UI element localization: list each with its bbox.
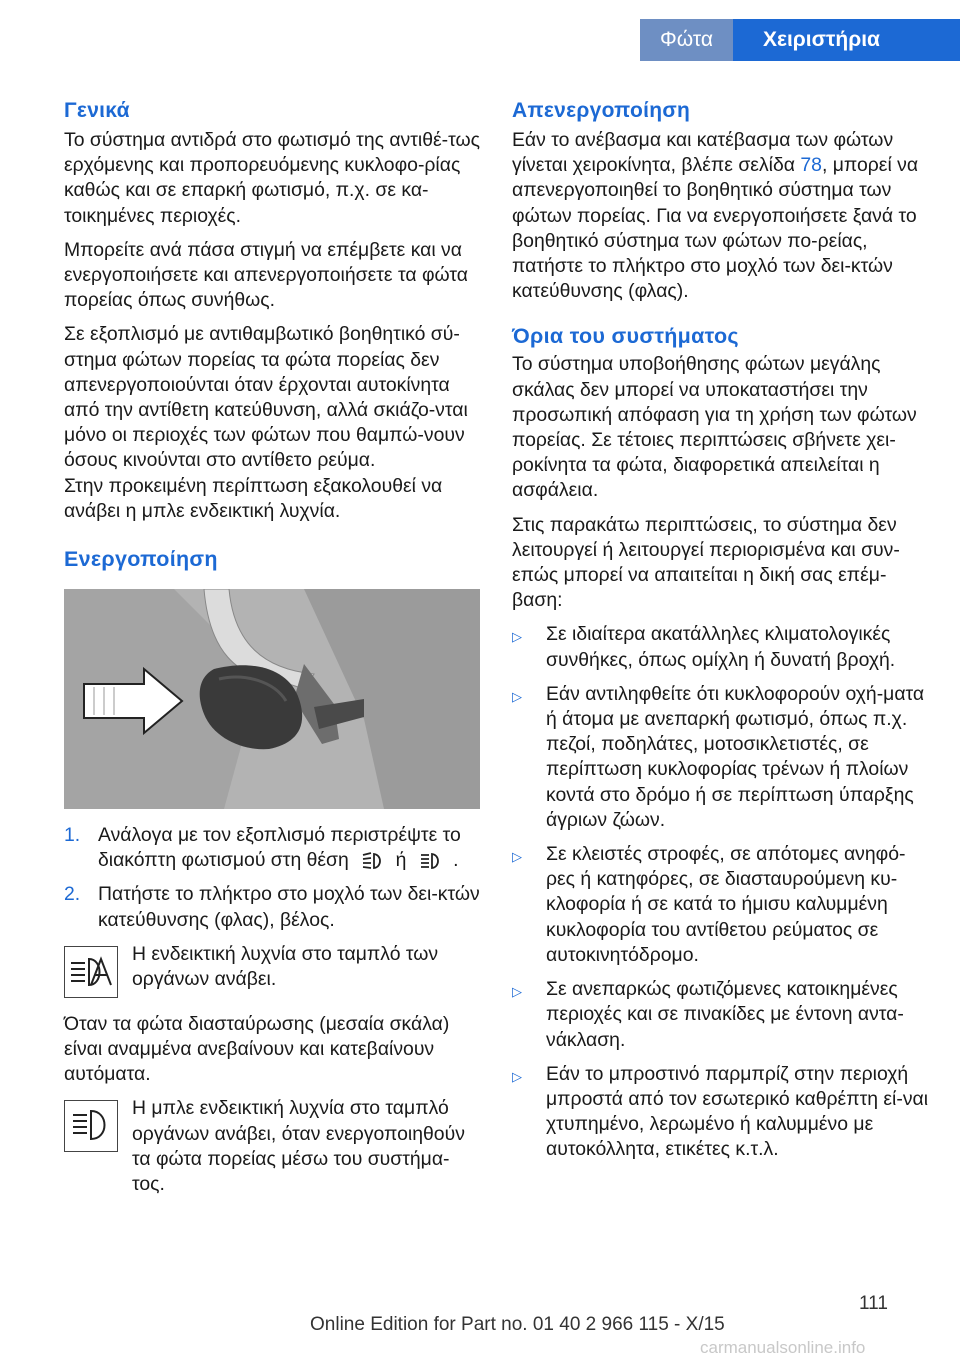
- list-item: [512, 842, 930, 968]
- indicator-note: [64, 942, 482, 1002]
- list-item-text: Σε ανεπαρκώς φωτιζόμενες κατοικημένες περιοχές και σε πινακίδες με έντονη αντα-νάκλαση.: [546, 978, 904, 1051]
- paragraph: Το σύστημα υποβοήθησης φώτων μεγάλης σκάλας δεν μπορεί να υποκαταστήσει την προσωπική απόφαση για τη χρήση των φώτων πορείας. Σε τέτοιες περιπτώσεις σβήνετε χει-ροκίνητα τα φώτα, διαφορετικά απειλείται η ασφάλεια.: [512, 353, 917, 502]
- step-text: Πατήστε το πλήκτρο στο μοχλό των δει-κτών κατεύθυνσης (φλας), βέλος.: [98, 883, 480, 931]
- bullet-arrow-icon: ▷: [512, 984, 522, 1000]
- step-number: 2.: [64, 883, 81, 906]
- right-column: [512, 97, 930, 1172]
- paragraph: Στην προκειμένη περίπτωση εξακολουθεί να ανάβει η μπλε ενδεικτική λυχνία.: [64, 474, 443, 522]
- list-item: [512, 1062, 930, 1163]
- tab-controls[interactable]: Χειριστήρια: [733, 19, 960, 61]
- heading-system-limits: Όρια του συστήματος: [512, 324, 739, 349]
- high-beam-assistant-icon: [64, 946, 118, 998]
- page-link[interactable]: 78: [800, 154, 822, 177]
- page-number: 111: [859, 1293, 888, 1314]
- heading-general: Γενικά: [64, 99, 130, 122]
- note-text: Η μπλε ενδεικτική λυχνία στο ταμπλό οργάνων ανάβει, όταν ενεργοποιηθούν τα φώτα πορείας μέσω του συστήμα-τος.: [132, 1097, 465, 1196]
- list-item: [512, 682, 930, 833]
- heading-deactivation: Απενεργοποίηση: [512, 99, 691, 122]
- tab-lights[interactable]: Φώτα: [640, 19, 733, 61]
- text: , μπορεί να απενεργοποιηθεί το βοηθητικό σύστημα των φώτων πορείας. Για να ενεργοποιήσετε ξανά το βοηθητικό σύστημα των φώτων πο-ρείας, πατήστε το πλήκτρο στο μοχλό των δει-κτών κατεύθυνσης (φλας).: [512, 154, 919, 303]
- step-end: .: [453, 849, 459, 872]
- bullet-arrow-icon: ▷: [512, 629, 522, 645]
- bullet-arrow-icon: ▷: [512, 688, 522, 704]
- step-text-main: Ανάλογα με τον εξοπλισμό περιστρέψτε το διακόπτη φωτισμού στη θέση: [98, 824, 461, 872]
- step-item: [64, 882, 482, 932]
- paragraph: Μπορείτε ανά πάσα στιγμή να επέμβετε και να ενεργοποιήσετε και απενεργοποιήσετε τα φώτα πορείας όπως συνήθως.: [64, 238, 468, 312]
- low-beam-icon: [418, 850, 442, 872]
- step-text: [98, 823, 482, 873]
- list-item: [512, 622, 930, 672]
- stalk-button-illustration: [64, 589, 480, 809]
- or-word: ή: [395, 849, 407, 872]
- list-item-text: Σε κλειστές στροφές, σε απότομες ανηφό-ρες ή κατηφόρες, σε διασταυρούμενη κυ-κλοφορία ή σε κατά το ήμισυ καλυμμένη κυκλοφορία του αντίθετου ρεύματος σε αυτοκινητόδρομο.: [546, 843, 906, 966]
- top-nav: [640, 19, 960, 61]
- paragraph: [512, 128, 930, 304]
- auto-headlight-icon: [360, 850, 384, 872]
- bullet-arrow-icon: ▷: [512, 849, 522, 865]
- note-text: Η ενδεικτική λυχνία στο ταμπλό των οργάνων ανάβει.: [132, 942, 439, 991]
- step-item: [64, 823, 482, 873]
- watermark: carmanualsonline.info: [700, 1338, 866, 1357]
- list-item-text: Εάν αντιληφθείτε ότι κυκλοφορούν οχή-ματα ή άτομα με ανεπαρκή φωτισμό, όπως π.χ. πεζοί, ποδηλάτες, μοτοσικλετιστές, σε περίπτωση κυκλοφορίας τρένων ή πλοίων κοντά στο δρόμο ή σε περίπτωση ύπαρξης άγριων ζώων.: [546, 682, 925, 831]
- indicator-note: [64, 1096, 482, 1197]
- high-beam-indicator-icon: [64, 1100, 118, 1152]
- bullet-arrow-icon: ▷: [512, 1068, 522, 1084]
- paragraph: Σε εξοπλισμό με αντιθαμβωτικό βοηθητικό σύ-στημα φώτων πορείας τα φώτα πορείας δεν απενεργοποιούνται όταν έρχονται αυτοκίνητα από την αντίθετη κατεύθυνση, αλλά σκιάζο-νται μόνο οι περιοχές των φώτων που θαμπώ-νουν όσους κινούνται στο αντίθετο ρεύμα.: [64, 323, 468, 472]
- paragraph: Όταν τα φώτα διασταύρωσης (μεσαία σκάλα) είναι αναμμένα ανεβαίνουν και κατεβαίνουν αυτόματα.: [64, 1012, 450, 1086]
- paragraph: Στις παρακάτω περιπτώσεις, το σύστημα δεν λειτουργεί ή λειτουργεί περιορισμένα και συν-επώς μπορεί να απαιτείται η δική σας επέμ-βαση:: [512, 513, 900, 612]
- heading-activation: Ενεργοποίηση: [64, 547, 218, 572]
- paragraph: Το σύστημα αντιδρά στο φωτισμό της αντιθέ-τως ερχόμενης και προπορευόμενης κυκλοφο-ρίας καθώς και σε επαρκή φωτισμό, π.χ. σε κα-τοικημένες περιοχές.: [64, 129, 480, 227]
- list-item-text: Σε ιδιαίτερα ακατάλληλες κλιματολογικές συνθήκες, όπως ομίχλη ή δυνατή βροχή.: [546, 623, 896, 671]
- list-item: [512, 977, 930, 1053]
- step-number: 1.: [64, 824, 81, 847]
- edition-footer: Online Edition for Part no. 01 40 2 966 115 - X/15: [310, 1314, 725, 1335]
- text: Εάν το ανέβασμα και κατέβασμα των φώτων γίνεται χειροκίνητα, βλέπε σελίδα: [512, 129, 894, 177]
- left-column: [64, 97, 482, 1207]
- list-item-text: Εάν το μπροστινό παρμπρίζ στην περιοχή μπροστά από τον εσωτερικό καθρέπτη εί-ναι χτυπημένο, λερωμένο ή καλυμμένο με αυτοκόλλητα, ετικέτες κ.τ.λ.: [546, 1062, 929, 1161]
